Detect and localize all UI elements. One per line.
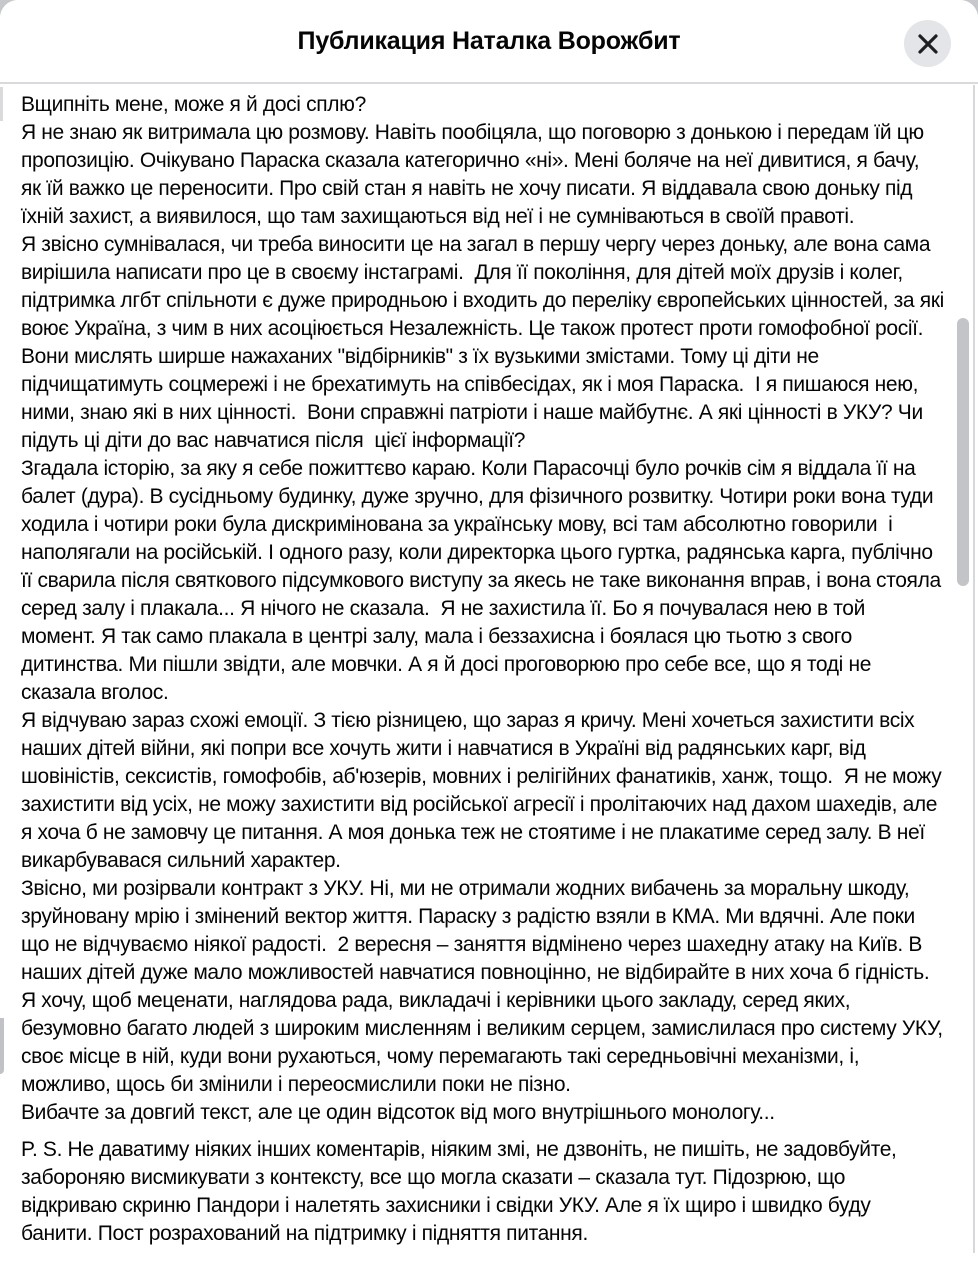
post-paragraph: P. S. Не даватиму ніяких інших коментарів, ніяким змі, не дзвоніть, не пишіть, не задовбуйте, забороняю висмикувати з контексту, все що могла сказати – сказала тут. Підозрюю, що відкриваю скриню Пандори і налетять захисники і свідки УКУ. Але я їх щиро і швидко буду банити. Пост розрахований на підтримку і підняття питання. xyxy=(21,1138,903,1245)
scrollbar-thumb[interactable] xyxy=(957,318,969,586)
post-text xyxy=(0,84,978,1248)
modal-header xyxy=(0,0,978,84)
modal-title: Публикация Наталка Ворожбит xyxy=(297,26,681,55)
close-button[interactable] xyxy=(904,20,951,67)
post-paragraph: Згадала історію, за яку я себе пожиттєво караю. Коли Парасочці було рочків сім я віддала її на балет (дура). В сусідньому будинку, дуже зручно, для фізичного розвитку. Чотири роки вона туди ходила і чотири роки була дискримінована за українську мову, всі там абсолютно говорили і наполягали на російській. І одного разу, коли директорка цього гуртка, радянська карга, публічно її сварила після святкового підсумкового виступу за якесь не таке виконання вправ, і вона стояла серед залу і плакала... Я нічого не сказала. Я не захистила її. Бо я почувалася нею в той момент. Я так само плакала в центрі залу, мала і беззахисна і боялася цю тьотю з свого дитинства. Ми пішли звідти, але мовчки. А я й досі проговорюю про себе все, що я тоді не сказала вголос. xyxy=(21,457,947,704)
post-paragraph: Вщипніть мене, може я й досі сплю? xyxy=(21,93,366,116)
close-icon xyxy=(916,32,940,56)
post-paragraph: Я відчуваю зараз схожі емоції. З тією різницею, що зараз я кричу. Мені хочеться захистити всіх наших дітей війни, які попри все хочуть жити і навчатися в Україні від радянських карг, від шовіністів, сексистів, гомофобів, аб'юзерів, мовних і релігійних фанатиків, ханж, тощо. Я не можу захистити від усіх, не можу захистити від російської агресії і пролітаючих над дахом шахедів, але я хоча б не замовчу це питання. А моя донька теж не стоятиме і не плакатиме серед залу. В неї викарбувавася сильний характер. xyxy=(21,709,947,872)
post-paragraph: Я хочу, щоб меценати, наглядова рада, викладачі і керівники цього закладу, серед яких, безумовно багато людей з широким мисленням і великим серцем, замислилася про систему УКУ, своє місце в ній, куди вони рухаються, чому перемагають такі середньовічні механізми, і, можливо, щось би змінили і переосмислили поки не пізно. xyxy=(21,989,949,1096)
post-paragraph: Я звісно сумнівалася, чи треба виносити це на загал в першу чергу через доньку, але вона сама вирішила написати про це в своєму інстаграмі. Для її покоління, для дітей моїх друзів і колег, підтримка лгбт спільноти є дуже природньою і входить до переліку європейських цінностей, за які воює Україна, з чим в них асоціюється Незалежність. Це також протест проти гомофобної росії. Вони мислять ширше нажаханих "відбірників" з їх вузькими змістами. Тому ці діти не підчищатимуть соцмережі і не брехатимуть на співбесідах, як і моя Параска. І я пишаюся нею, ними, знаю які в них цінності. Вони справжні патріоти і наше майбутнє. А які цінності в УКУ? Чи підуть ці діти до вас навчатися після цієї інформації? xyxy=(21,233,950,452)
post-paragraph: Вибачте за довгий текст, але це один відсоток від мого внутрішнього монологу... xyxy=(21,1101,775,1124)
left-edge-artifact-bottom xyxy=(0,1018,4,1074)
left-edge-artifact-top xyxy=(0,87,3,121)
post-paragraph: Я не знаю як витримала цю розмову. Навіть пообіцяла, що поговорю з донькою і передам їй цю пропозицію. Очікувано Параска сказала категорично «ні». Мені боляче на неї дивитися, я бачу, як їй важко це переносити. Про свій стан я навіть не хочу писати. Я віддавала свою доньку під їхній захист, а виявилося, що там захищаються від неї і не сумніваються в своїй правоті. xyxy=(21,121,930,228)
right-edge-divider xyxy=(973,85,975,1253)
post-paragraph: Звісно, ми розірвали контракт з УКУ. Ні, ми не отримали жодних вибачень за моральну шкоду, зруйновану мрію і змінений вектор життя. Параску з радістю взяли в КМА. Ми вдячні. Але поки що не відчуваємо ніякої радості. 2 вересня – заняття відмінено через шахедну атаку на Київ. В наших дітей дуже мало можливостей навчатися повноцінно, не відбирайте в них хоча б гідність. xyxy=(21,877,930,984)
